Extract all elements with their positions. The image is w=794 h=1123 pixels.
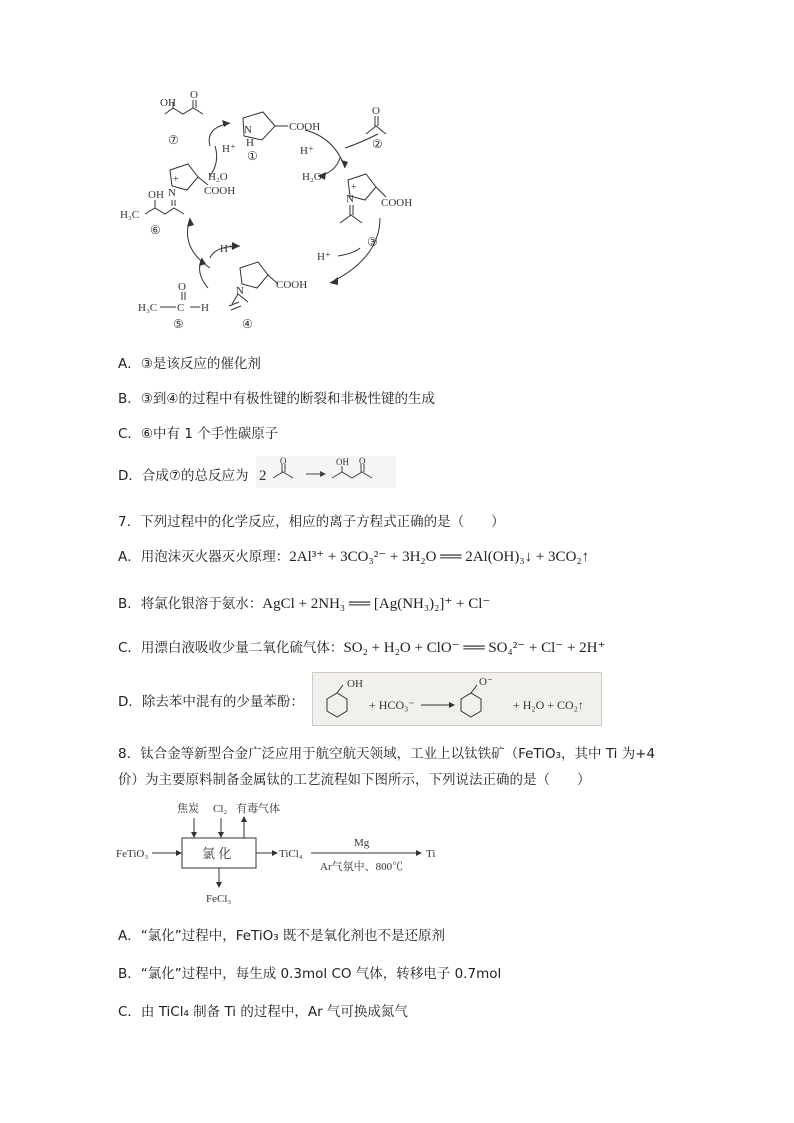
q7-d-tail: + H₂O + CO₂↑ [513, 698, 584, 712]
q8-stem-line1: 8．钛合金等新型合金广泛应用于航空航天领域，工业上以钛铁矿（FeTiO₃，其中 Ti 为+4 [118, 746, 656, 762]
label-h-1: H [246, 137, 254, 149]
label-3: ③ [367, 235, 378, 249]
label-4: ④ [242, 317, 253, 331]
q7-d-label: D．除去苯中混有的少量苯酚： [118, 694, 304, 710]
q7-c-label: C．用漂白液吸收少量二氧化硫气体： [118, 640, 344, 656]
label-n-6: N [168, 187, 176, 199]
label-cooh-6: COOH [204, 185, 236, 197]
label-7: ⑦ [168, 133, 179, 147]
q6-d-coef: 2 [259, 468, 267, 484]
q7-option-b[interactable] [118, 592, 490, 613]
q7-a-label: A．用泡沫灭火器灭火原理： [118, 549, 290, 565]
label-n-3: N [346, 193, 354, 205]
flow-cl2: Cl₂ [213, 803, 228, 815]
flow-mg: Mg [354, 837, 370, 849]
label-o-5: O [178, 281, 186, 293]
flow-fecl3: FeCl₃ [206, 893, 232, 905]
q8-flow-diagram [114, 796, 454, 906]
label-n-1: N [244, 124, 252, 136]
label-2: ② [372, 137, 383, 151]
flow-toxic-gas: 有毒气体 [236, 803, 280, 815]
q8-option-c[interactable]: C．由 TiCl₄ 制备 Ti 的过程中，Ar 气可换成氮气 [118, 1004, 408, 1020]
label-c-5: C [177, 302, 185, 314]
label-plus-6: + [173, 174, 179, 185]
q6-option-c[interactable]: C．⑥中有 1 个手性碳原子 [118, 426, 279, 442]
flow-coke: 焦炭 [177, 803, 199, 815]
q6-d-o-left: O [280, 456, 287, 466]
label-oh-7: OH [160, 97, 176, 109]
q8-option-a[interactable]: A．“氯化”过程中，FeTiO₃ 既不是氧化剂也不是还原剂 [118, 928, 445, 944]
label-6: ⑥ [150, 223, 161, 237]
label-n-4: N [236, 285, 244, 297]
label-h2o-a: H₂O [208, 171, 228, 183]
catalytic-cycle-diagram [110, 88, 440, 338]
flow-input: FeTiO₃ [116, 848, 149, 860]
q7-d-oh: OH [347, 678, 363, 690]
label-plus-3: + [351, 182, 357, 193]
flow-box-label: 氯 化 [202, 846, 232, 861]
q6-d-oh: OH [336, 457, 349, 467]
q6-option-d-label: D．合成⑦的总反应为 [118, 468, 249, 484]
q6-option-d[interactable] [118, 464, 249, 484]
label-h3c-5: H₃C [138, 302, 158, 314]
q7-c-equation: SO₂ + H₂O + ClO⁻ ══ SO₄²⁻ + Cl⁻ + 2H⁺ [343, 640, 606, 656]
label-1: ① [247, 149, 258, 163]
label-h-5: H [201, 302, 209, 314]
q6-d-reaction [256, 456, 396, 488]
q8-option-b[interactable]: B．“氯化”过程中，每生成 0.3mol CO 气体，转移电子 0.7mol [118, 966, 502, 982]
q8-stem-line2: 价）为主要原料制备金属钛的工艺流程如下图所示，下列说法正确的是（ ） [118, 772, 591, 788]
label-5: ⑤ [173, 317, 184, 331]
label-hplus-b: H⁺ [300, 145, 314, 157]
label-cooh-3: COOH [381, 197, 413, 209]
q7-d-hco3: + HCO₃⁻ [369, 698, 415, 712]
q7-a-equation: 2Al³⁺ + 3CO₃²⁻ + 3H₂O ══ 2Al(OH)₃↓ + 3CO₂↑ [289, 549, 590, 565]
q7-stem: 7．下列过程中的化学反应，相应的离子方程式正确的是（ ） [118, 514, 505, 530]
label-hplus-a: H⁺ [222, 143, 236, 155]
q6-d-o-right: O [359, 456, 366, 466]
q7-d-ominus: O⁻ [479, 676, 493, 688]
label-hplus-d: H⁺ [220, 243, 234, 255]
q7-b-label: B．将氯化银溶于氨水： [118, 596, 263, 612]
label-hplus-c: H⁺ [317, 251, 331, 263]
q7-option-c[interactable] [118, 636, 605, 657]
label-cooh-4: COOH [276, 279, 308, 291]
q7-option-a[interactable] [118, 545, 589, 566]
flow-ti: Ti [426, 848, 436, 860]
label-h2o-b: H₂O [302, 171, 322, 183]
label-cooh-1: COOH [289, 121, 321, 133]
flow-ticl4: TiCl₄ [279, 848, 303, 860]
q6-option-b[interactable]: B．③到④的过程中有极性键的断裂和非极性键的生成 [118, 391, 435, 407]
flow-condition: Ar气氛中、800℃ [320, 861, 404, 873]
q7-b-equation: AgCl + 2NH₃ ══ [Ag(NH₃)₂]⁺ + Cl⁻ [262, 596, 491, 612]
q7-option-d[interactable] [118, 690, 304, 710]
label-o-2: O [372, 105, 380, 117]
label-oh-6: OH [148, 189, 164, 201]
q6-option-a[interactable]: A．③是该反应的催化剂 [118, 356, 261, 372]
q7-d-equation-image [312, 672, 602, 726]
label-h3c-6: H₃C [120, 209, 140, 221]
label-o-7: O [190, 89, 198, 101]
